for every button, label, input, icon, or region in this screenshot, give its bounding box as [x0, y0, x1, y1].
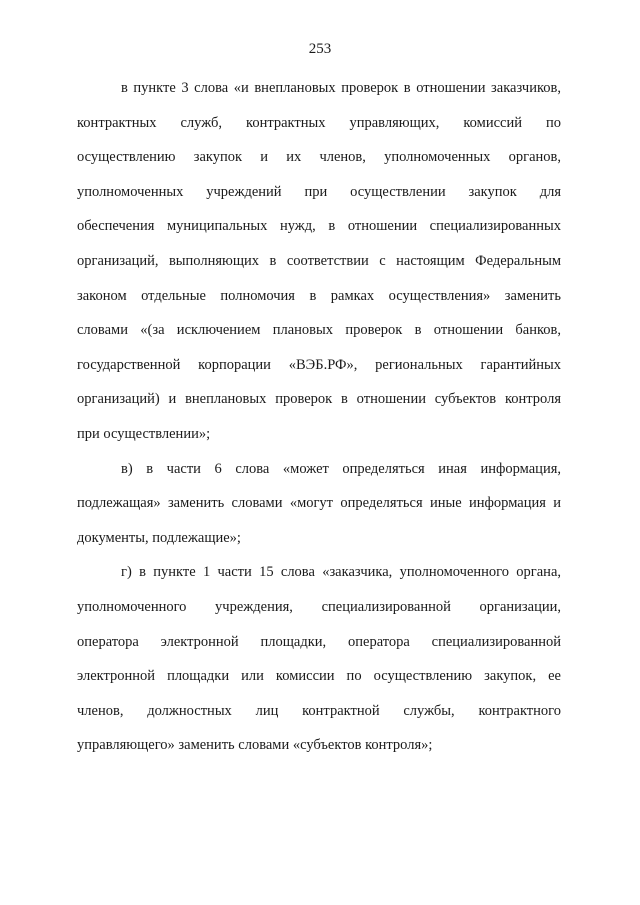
text-line: организаций, выполняющих в соответствии с настоящим Федеральным: [77, 252, 561, 269]
text-line: документы, подлежащие»;: [77, 529, 241, 546]
text-line: государственной корпорации «ВЭБ.РФ», региональных гарантийных: [77, 356, 561, 373]
text-line: контрактных служб, контрактных управляющих, комиссий по: [77, 114, 561, 131]
text-line: в) в части 6 слова «может определяться иная информация,: [121, 460, 561, 477]
text-line: подлежащая» заменить словами «могут определяться иные информация и: [77, 495, 561, 512]
text-line: в пункте 3 слова «и внеплановых проверок в отношении заказчиков,: [121, 80, 561, 96]
paragraph-2: [77, 452, 561, 556]
text-line: обеспечения муниципальных нужд, в отношении специализированных: [77, 218, 561, 235]
paragraph-1: [77, 71, 561, 452]
text-line: членов, должностных лиц контрактной службы, контрактного: [77, 702, 561, 719]
text-line: организаций) и внеплановых проверок в отношении субъектов контроля: [77, 391, 561, 408]
text-line: при осуществлении»;: [77, 425, 211, 442]
text-line: законом отдельные полномочия в рамках осуществления» заменить: [77, 287, 561, 304]
paragraph-3: [77, 555, 561, 763]
text-line: электронной площадки или комиссии по осуществлению закупок, ее: [77, 668, 561, 685]
text-line: оператора электронной площадки, оператора специализированной: [77, 633, 561, 650]
text-line: словами «(за исключением плановых проверок в отношении банков,: [77, 322, 561, 339]
text-line: г) в пункте 1 части 15 слова «заказчика, уполномоченного органа,: [121, 564, 561, 581]
page-number: 253: [308, 41, 332, 57]
text-line: управляющего» заменить словами «субъектов контроля»;: [77, 737, 433, 754]
text-line: уполномоченного учреждения, специализированной организации,: [77, 598, 561, 615]
text-line: уполномоченных учреждений при осуществлении закупок для: [77, 183, 561, 200]
text-line: осуществлению закупок и их членов, уполномоченных органов,: [77, 149, 561, 166]
document-body: [77, 71, 561, 763]
